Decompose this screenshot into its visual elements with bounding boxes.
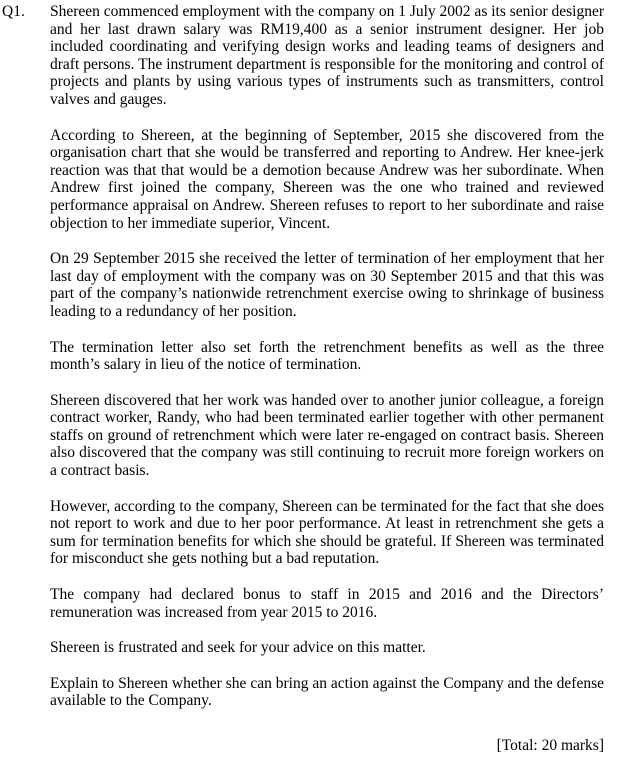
paragraph-bonus: The company had declared bonus to staff in 2015 and 2016 and the Directors’ remuneration was increased from year 2015 to 2016. — [50, 586, 604, 621]
paragraph-termination-letter: On 29 September 2015 she received the letter of termination of her employment that her last day of employment with the company was on 30 September 2015 and that this was part of the company’s nationwide retrenchment exercise owing to shrinkage of business leading to a redundancy of her position. — [50, 250, 604, 320]
paragraph-work-handover: Shereen discovered that her work was handed over to another junior colleague, a foreign contract worker, Randy, who had been terminated earlier together with other permanent staffs on ground of retrenchment which were later re-engaged on contract basis. Shereen also discovered that the company was still continuing to recruit more foreign workers on a contract basis. — [50, 391, 604, 480]
paragraph-task: Explain to Shereen whether she can bring an action against the Company and the defense available to the Company. — [50, 674, 604, 710]
question-body — [50, 3, 604, 728]
paragraph-company-position: However, according to the company, Shereen can be terminated for the fact that she does not report to work and due to her poor performance. At least in retrenchment she gets a sum for termination benefits for which she should be grateful. If Shereen was terminated for misconduct she gets nothing but a bad reputation. — [50, 497, 604, 568]
paragraph-retrenchment-benefits: The termination letter also set forth the retrenchment benefits as well as the three month’s salary in lieu of the notice of termination. — [50, 338, 604, 374]
paragraph-transfer: According to Shereen, at the beginning of September, 2015 she discovered from the organisation chart that she would be transferred and reporting to Andrew. Her knee-jerk reaction was that that would be a demotion because Andrew was her subordinate. When Andrew first joined the company, Shereen was the one who trained and reviewed performance appraisal on Andrew. Shereen refuses to report to her subordinate and raise objection to her immediate superior, Vincent. — [50, 126, 604, 232]
paragraph-frustration: Shereen is frustrated and seek for your advice on this matter. — [50, 639, 426, 657]
paragraph-employment-background: Shereen commenced employment with the company on 1 July 2002 as its senior designer and her last drawn salary was RM19,400 as a senior instrument designer. Her job included coordinating and verifying design works and leading teams of designers and draft persons. The instrument department is responsible for the monitoring and control of projects and plants by using various types of instruments such as transmitters, control valves and gauges. — [50, 3, 605, 108]
total-marks: [Total: 20 marks] — [496, 737, 604, 754]
question-number: Q1. — [2, 3, 25, 20]
